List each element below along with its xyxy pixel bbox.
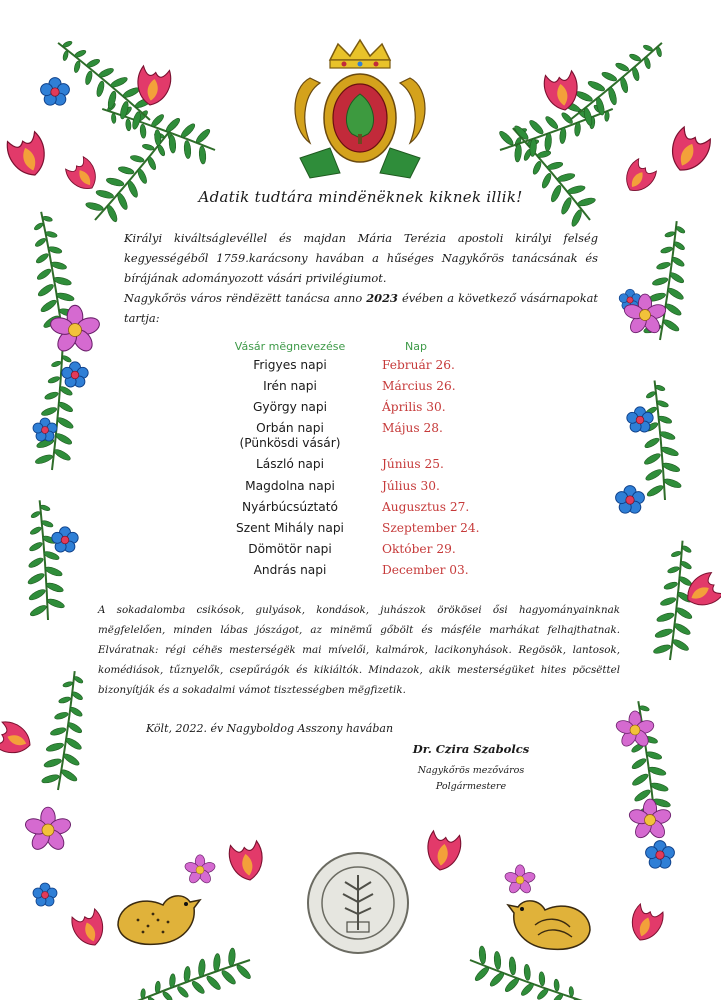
table-row <box>210 457 510 479</box>
signature-name: Dr. Czira Szabolcs <box>412 742 530 756</box>
market-name: Frigyes napi <box>253 358 327 372</box>
header-day: Nap <box>405 340 427 353</box>
header-market-name: Vásár mëgnevezése <box>234 340 346 353</box>
city-seal-stamp-icon <box>305 850 411 956</box>
intro-text-part: évében a következő vásárnapokat tartja: <box>124 291 598 325</box>
market-days-table <box>210 340 510 584</box>
signature-block <box>405 742 537 792</box>
market-date: Augusztus 27. <box>382 500 470 514</box>
market-name: Magdolna napi <box>245 479 335 493</box>
intro-text-part: Nagykőrös város rëndëzëtt tanácsa anno <box>124 291 367 305</box>
market-date: Június 25. <box>382 457 444 471</box>
market-name: Orbán napi (Pünkösdi vásár) <box>239 421 341 450</box>
market-date: Szeptember 24. <box>382 521 480 535</box>
market-date: Április 30. <box>382 400 446 414</box>
intro-text <box>124 228 598 328</box>
market-name: Szent Mihály napi <box>236 521 344 535</box>
market-name: András napi <box>253 563 327 577</box>
table-row <box>210 379 510 400</box>
table-row <box>210 500 510 521</box>
coat-of-arms-icon <box>280 38 440 183</box>
year-value: 2023 <box>366 291 398 305</box>
market-date: Május 28. <box>382 421 443 435</box>
table-body <box>210 358 510 584</box>
table-header <box>210 340 510 353</box>
intro-paragraph-1: Királyi kiváltságlevéllel és majdan Mária Terézia apostoli királyi felség kegyességéből 1759.karácsony havában a hűséges Nagykőrös tanácsának és bírájának adományozott vásári privilégiumot. <box>124 231 598 285</box>
market-name: Dömötör napi <box>248 542 332 556</box>
table-row <box>210 563 510 584</box>
table-row <box>210 521 510 542</box>
market-date: Október 29. <box>382 542 456 556</box>
market-date: December 03. <box>382 563 469 577</box>
market-name: Irén napi <box>263 379 317 393</box>
market-date: Február 26. <box>382 358 455 372</box>
intro-paragraph-2 <box>124 288 598 328</box>
market-name: László napi <box>255 457 325 471</box>
market-name: György napi <box>252 400 328 414</box>
table-row <box>210 421 510 457</box>
left-folk-bird-icon <box>108 880 208 955</box>
closing-paragraph: A sokadalomba csikósok, gulyások, kondások, juhászok örökösei ősi hagyományainknak mëgfelelően, minden lábas jószágot, az minëmű gőbölt és másféle marhákat felhajthatnak. Elváratnak: régi céhës mesterségëk mai mívelői, kalmárok, lacikonyhások. Regösök, lantosok, komédiások, tűznyelők, csepűrágók és kikiáltók. Mindazok, akik mesterségüket hites pöcsëttel bizonyítják és a sokadalmi vámot tisztességben mëgfizetik. <box>98 604 620 696</box>
signature-title-1: Nagykőrös mezőváros <box>417 765 525 776</box>
table-row <box>210 358 510 379</box>
market-date: Július 30. <box>382 479 440 493</box>
signature-title-2: Polgármestere <box>435 781 507 792</box>
right-folk-bird-icon <box>500 885 600 960</box>
table-row <box>210 542 510 563</box>
market-date: Március 26. <box>382 379 456 393</box>
table-row <box>210 400 510 421</box>
proclamation-heading: Adatik tudtára mindënëknek kiknek illik! <box>198 188 523 206</box>
place-and-date: Költ, 2022. év Nagyboldog Asszony havában <box>146 722 394 735</box>
table-row <box>210 479 510 500</box>
market-name: Nyárbúcsúztató <box>242 500 338 514</box>
